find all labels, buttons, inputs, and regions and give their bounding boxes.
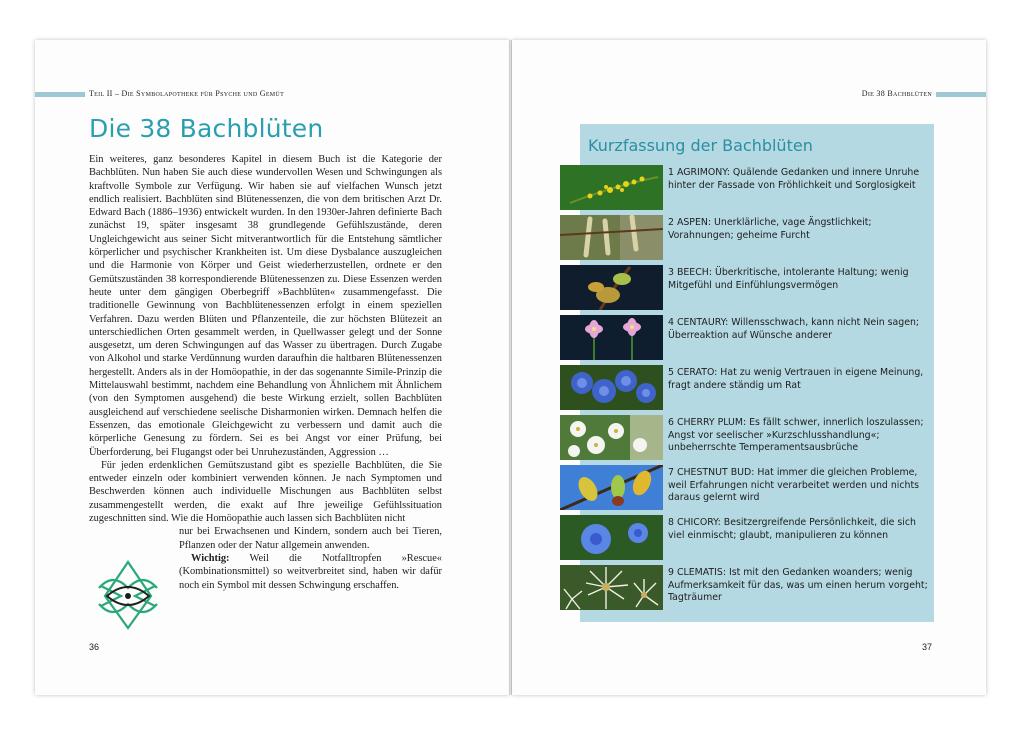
flower-entry: [560, 365, 940, 411]
entry-text: 8 CHICORY: Besitzergreifende Persönlichkeit, die sich viel einmischt; glaubt, manipulieren zu können: [668, 517, 916, 541]
flower-entry: [560, 315, 940, 361]
rescue-symbol-icon: [93, 558, 163, 630]
summary-box-title: Kurzfassung der Bachblüten: [588, 136, 813, 155]
page-number: 37: [921, 642, 932, 652]
beech-buds-photo: [560, 265, 663, 310]
right-page: [512, 40, 986, 695]
entry-text: 1 AGRIMONY: Quälende Gedanken und innere Unruhe hinter der Fassade von Fröhlichkeit und Sorglosigkeit: [668, 167, 920, 191]
paragraph: Ein weiteres, ganz besonderes Kapitel in diesem Buch ist die Kategorie der Bachblüten. Nun haben Sie auch diese wundervollen Wesen und Schwingungen als kraftvolle Symbole zur Verfügung. Wir haben sie auf vielfachen Wunsch jetzt endlich realisiert. Bachblüten sind Blütenessenzen, die von dem britischen Arzt Dr. Edward Bach (1886–1936) entwickelt wurden. In den 1930er-Jahren definierte Bach zunächst 19, später insgesamt 38 grundlegende Gefühlszustände, deren Ungleichgewicht aus seiner Sicht mitverantwortlich für die Entstehung sämtlicher körperlicher und psychischer Krankheiten ist. Um diese Dysbalance auszugleichen und die Harmonie von Körper und Geist wiederherzustellen, ordnete er den Gemütszuständen 38 korrespondierende Blütenessenzen zu. Diese Essenzen werden heute unter dem gängigen Oberbegriff »Bachblüten« zusammengefasst. Die traditionelle Gewinnung von Bachblütenessenzen erfolgt in einem speziellen Verfahren. Dazu werden Blüten und Pflanzenteile, die zur höchsten Blütezeit an unterschiedlichen Orten gesammelt werden, in Quellwasser gelegt und der Sonne ausgesetzt, um deren Schwingungen auf das Wasser zu übertragen. Durch Zugabe von Alkohol und starke Verdünnung wurden daraufhin die haltbaren Blütenessenzen hergestellt. Anders als in der Homöopathie, in der das sogenannte Simile-Prinzip die Mittelauswahl bestimmt, nachdem eine Behandlung von Ähnlichem mit Ähnlichem (von den Symptomen ausgehend) die beste Wirkung erzielt, sollen Bachblüten ausgleichend auf verschiedene seelische Disharmonien wirken. Demnach helfen die Essenzen, das emotionale Gleichgewicht zu verbessern und damit auch die körperliche Genesung zu fördern. Sei es bei Angst vor einer Prüfung, bei Überforderung, bei Flugangst oder bei Unruhezuständen, Aggression …: [89, 154, 442, 458]
paragraph-continued: nur bei Erwachsenen und Kindern, sondern auch bei Tieren, Pflanzen oder der Natur allgemein anwenden.: [179, 526, 442, 551]
flower-entry: [560, 415, 940, 461]
paragraph: Für jeden erdenklichen Gemütszustand gibt es spezielle Bachblüten, die Sie entweder einzeln oder kombiniert verwenden können. Je nach Symptomen und Beschwerden können auch individuelle Mischungen aus Bachblüten selbst zusammengestellt werden, die exakt auf Ihre jeweilige Gefühlssituation zugeschnitten sind. Wie die Homöopathie auch lassen sich Bachblüten nicht: [89, 459, 442, 525]
flower-entry: [560, 215, 940, 261]
flower-entry: [560, 165, 940, 211]
chestnut-bud-photo: [560, 465, 663, 510]
running-head-bar: [936, 92, 986, 97]
running-head: Teil II – Die Symbolapotheke für Psyche und Gemüt: [89, 89, 285, 98]
cerato-flower-photo: [560, 365, 663, 410]
flower-entry: [560, 515, 940, 561]
cherry-plum-blossom-photo: [560, 415, 663, 460]
entry-text: 4 CENTAURY: Willensschwach, kann nicht Nein sagen; Überreaktion auf Wünsche anderer: [668, 317, 920, 341]
note-text: Weil die Notfalltropfen »Rescue« (Kombinationsmittel) so weitverbreitet sind, haben wir dafür noch ein Symbol mit dessen Schwingung erschaffen.: [179, 552, 442, 591]
flower-entry: [560, 265, 940, 311]
entry-text: 9 CLEMATIS: Ist mit den Gedanken woanders; wenig Aufmerksamkeit für das, was um einen herum vorgeht; Tagträumer: [668, 567, 928, 604]
agrimony-flower-photo: [560, 165, 663, 210]
flower-entry: [560, 465, 940, 511]
body-text: [89, 153, 442, 592]
page-number: 36: [89, 642, 100, 652]
entry-text: 5 CERATO: Hat zu wenig Vertrauen in eigene Meinung, fragt andere ständig um Rat: [668, 367, 924, 391]
entry-text: 6 CHERRY PLUM: Es fällt schwer, innerlich loszulassen; Angst vor seelischer »Kurzschlusshandlung«; unbeherrschte Temperamentsausbrüche: [668, 417, 924, 454]
page-title: Die 38 Bachblüten: [89, 114, 324, 143]
entry-text: 7 CHESTNUT BUD: Hat immer die gleichen Probleme, weil Erfahrungen nicht verarbeitet werden und nichts daraus gelernt wird: [668, 467, 920, 504]
left-page: [35, 40, 509, 695]
clematis-seedheads-photo: [560, 565, 663, 610]
note-label: Wichtig:: [191, 552, 230, 564]
aspen-catkins-photo: [560, 215, 663, 260]
running-head-bar: [35, 92, 85, 97]
flower-entry: [560, 565, 940, 611]
entry-text: 3 BEECH: Überkritische, intolerante Haltung; wenig Mitgefühl und Einfühlungsvermögen: [668, 267, 909, 291]
centaury-flower-photo: [560, 315, 663, 360]
entry-text: 2 ASPEN: Unerklärliche, vage Ängstlichkeit; Vorahnungen; geheime Furcht: [668, 217, 872, 241]
note-paragraph: [179, 552, 442, 592]
chicory-flower-photo: [560, 515, 663, 560]
running-head: Die 38 Bachblüten: [861, 89, 932, 98]
